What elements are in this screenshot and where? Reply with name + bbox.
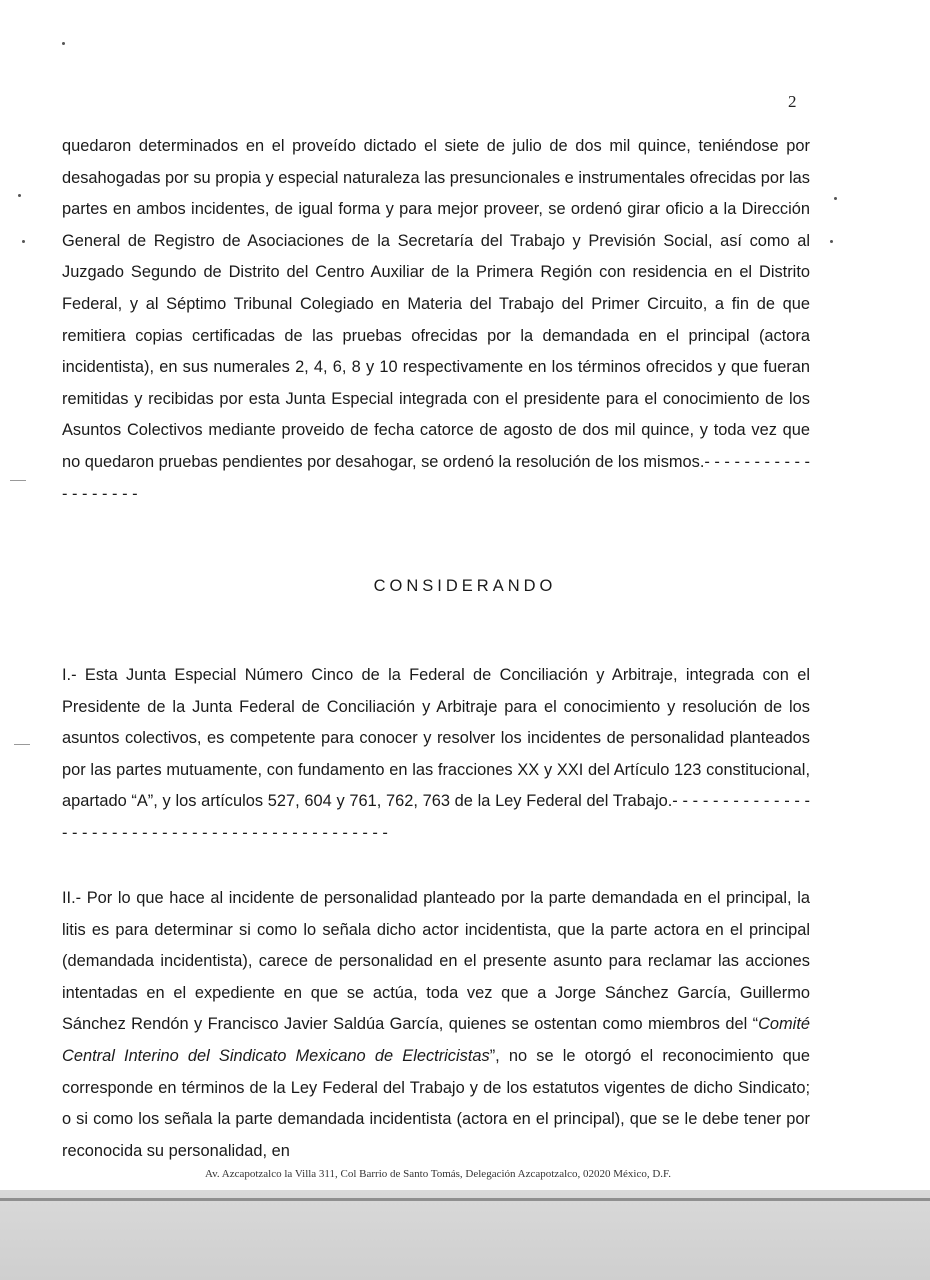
scan-speck xyxy=(18,194,21,197)
paragraph-procedural-history: quedaron determinados en el proveído dictado el siete de julio de dos mil quince, teniéndose por desahogadas por su propia y especial naturaleza las presuncionales e instrumentales ofrecidas por las partes en ambos incidentes, de igual forma y para mejor proveer, se ordenó girar oficio a la Dirección General de Registro de Asociaciones de la Secretaría del Trabajo y Previsión Social, así como al Juzgado Segundo de Distrito del Centro Auxiliar de la Primera Región con residencia en el Distrito Federal, y al Séptimo Tribunal Colegiado en Materia del Trabajo del Primer Circuito, a fin de que remitiera copias certificadas de las pruebas ofrecidas por la demandada en el principal (actora incidentista), en sus numerales 2, 4, 6, 8 y 10 respectivamente en los términos ofrecidos y que fueran remitidas y recibidas por esta Junta Especial integrada con el presidente para el conocimiento de los Asuntos Colectivos mediante proveido de fecha catorce de agosto de dos mil quince, y toda vez que no quedaron pruebas pendientes por desahogar, se ordenó la resolución de los mismos.- - - - - - - - - - - - - - - - - - - xyxy=(62,137,810,503)
scan-bottom-edge xyxy=(0,1190,930,1280)
scan-speck xyxy=(834,197,837,200)
scan-edge-line xyxy=(0,1198,930,1201)
margin-mark xyxy=(14,744,30,745)
margin-mark xyxy=(10,480,26,481)
scan-speck xyxy=(22,240,25,243)
paragraph-ii-quoted-name: Comité Central Interino del Sindicato Mexicano de Electricistas xyxy=(62,1015,810,1065)
scan-speck xyxy=(62,42,65,45)
page-number: 2 xyxy=(788,92,797,111)
section-heading-considerando: CONSIDERANDO xyxy=(373,577,557,595)
paragraph-ii-text-end: ”, no se le otorgó el reconocimiento que corresponde en términos de la Ley Federal del Trabajo y de los estatutos vigentes de dicho Sindicato; o si como los señala la parte demandada incidentista (actora en el principal), que se le debe tener por reconocida su personalidad, en xyxy=(62,1046,810,1160)
paragraph-ii-text-start: II.- Por lo que hace al incidente de personalidad planteado por la parte demandada en el principal, la litis es para determinar si como lo señala dicho actor incidentista, que la parte actora en el principal (demandada incidentista), carece de personalidad en el presente asunto para reclamar las acciones intentadas en el expediente en que se actúa, toda vez que a Jorge Sánchez García, Guillermo Sánchez Rendón y Francisco Javier Saldúa García, quienes se ostentan como miembros del “ xyxy=(62,889,810,1034)
paragraph-considerando-i: I.- Esta Junta Especial Número Cinco de la Federal de Conciliación y Arbitraje, integrada con el Presidente de la Junta Federal de Conciliación y Arbitraje para el conocimiento y resolución de los asuntos colectivos, es competente para conocer y resolver los incidentes de personalidad planteados por las partes mutuamente, con fundamento en las fracciones XX y XXI del Artículo 123 constitucional, apartado “A”, y los artículos 527, 604 y 761, 762, 763 de la Ley Federal del Trabajo.- - - - - - - - - - - - - - - - - - - - - - - - - - - - - - - - - - - - - - - - - - - - - - - xyxy=(62,666,810,842)
footer-address: Av. Azcapotzalco la Villa 311, Col Barrio de Santo Tomás, Delegación Azcapotzalco, 02020 México, D.F. xyxy=(204,1168,672,1180)
scan-speck xyxy=(830,240,833,243)
paragraph-considerando-ii xyxy=(62,883,810,1167)
